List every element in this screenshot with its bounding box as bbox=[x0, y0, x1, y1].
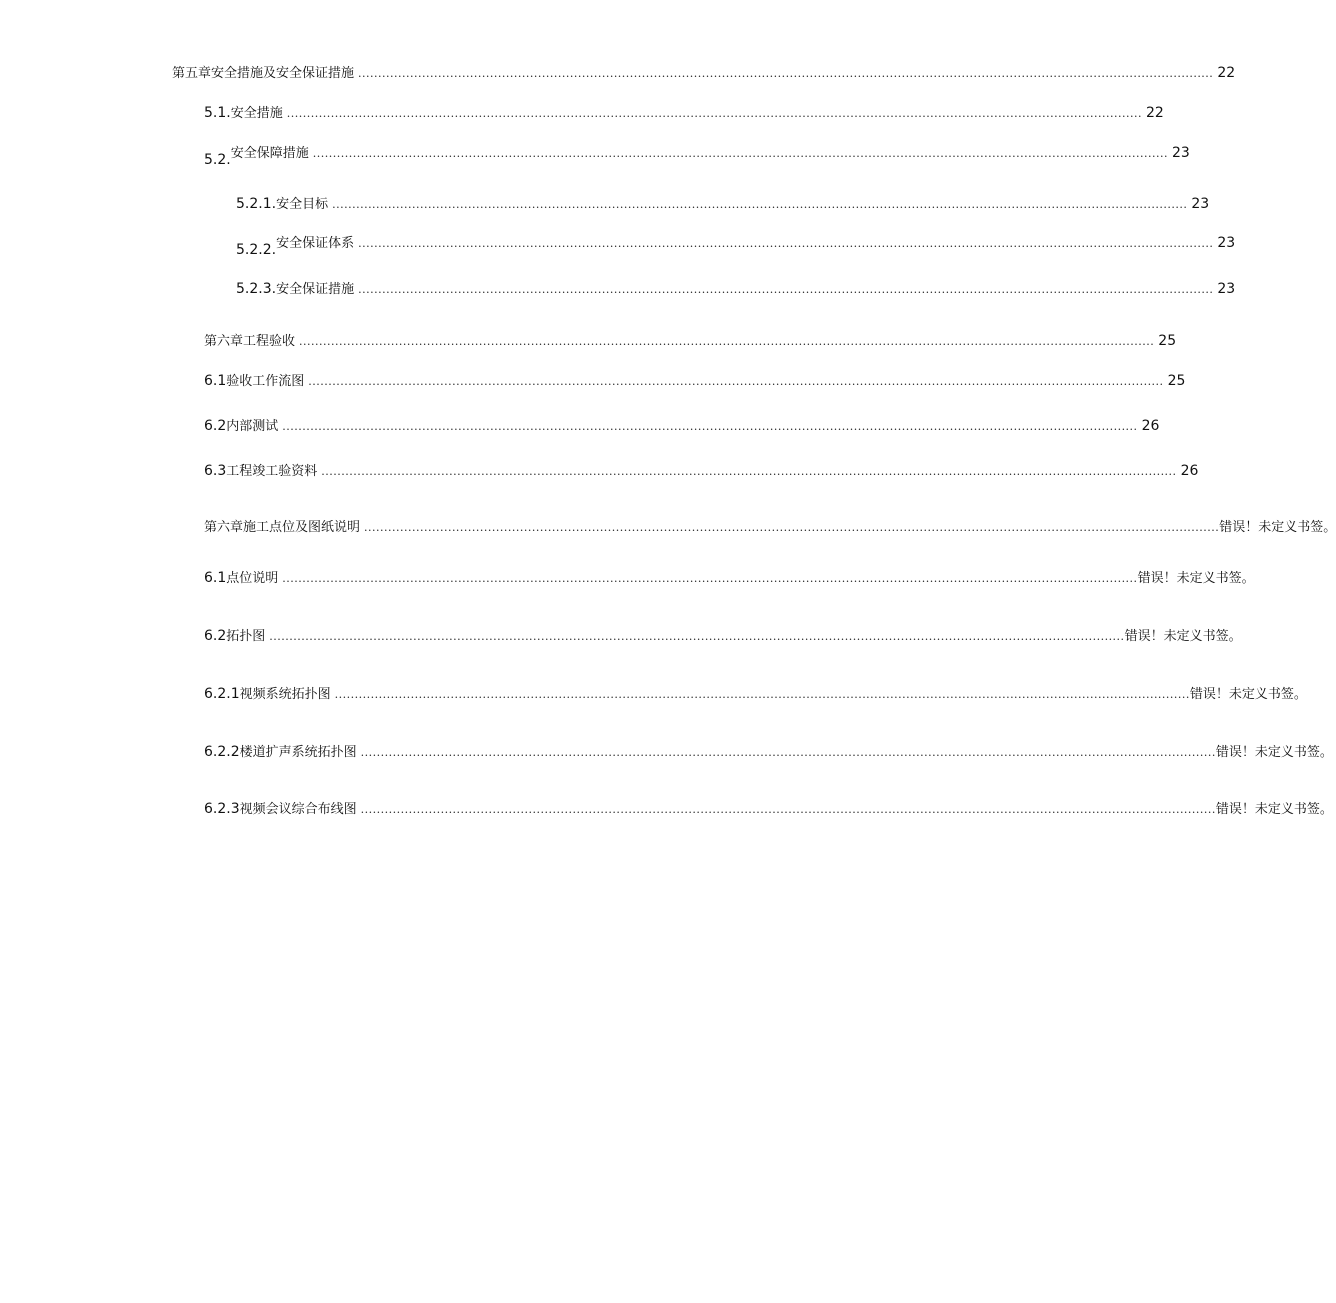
toc-leader-dots: ...................................................................................................................................................................................................................... bbox=[269, 630, 1125, 643]
toc-entry-number: 5.1. bbox=[204, 105, 231, 121]
toc-entry-title: 内部测试 bbox=[226, 419, 279, 434]
toc-leader-dots: ...................................................................................................................................................................................................................... bbox=[360, 803, 1216, 816]
toc-entry-bookmark-error: 错误！未定义书签。 bbox=[1219, 520, 1336, 535]
toc-entry-chapter-6-points[interactable] bbox=[204, 518, 1336, 538]
toc-entry-title: 视频会议综合布线图 bbox=[239, 802, 357, 817]
toc-entry-title: 第六章工程验收 bbox=[204, 334, 296, 349]
toc-entry-page: 23 bbox=[1217, 281, 1236, 297]
toc-entry-number: 6.2 bbox=[204, 628, 227, 644]
toc-leader-dots: ...................................................................................................................................................................................................................... bbox=[308, 375, 1164, 388]
toc-entry-title: 工程竣工验资料 bbox=[226, 464, 318, 479]
toc-entry-title: 视频系统拓扑图 bbox=[239, 687, 331, 702]
toc-entry-number: 6.1 bbox=[204, 373, 227, 389]
toc-entry-number: 6.2.1 bbox=[204, 686, 240, 702]
toc-entry-page: 25 bbox=[1158, 333, 1177, 349]
toc-leader-dots: ...................................................................................................................................................................................................................... bbox=[334, 688, 1190, 701]
toc-entry-title: 点位说明 bbox=[226, 571, 279, 586]
toc-entry-number: 6.2 bbox=[204, 418, 227, 434]
toc-entry-6-3[interactable] bbox=[204, 461, 1199, 482]
toc-leader-dots: ...................................................................................................................................................................................................................... bbox=[312, 147, 1169, 160]
toc-entry-number: 6.2.3 bbox=[204, 801, 240, 817]
toc-entry-page: 26 bbox=[1141, 418, 1160, 434]
toc-entry-6-2-1[interactable] bbox=[204, 684, 1307, 705]
toc-leader-dots: ...................................................................................................................................................................................................................... bbox=[358, 67, 1214, 80]
toc-entry-number: 5.2.1. bbox=[236, 196, 277, 212]
toc-entry-5-1[interactable] bbox=[204, 103, 1164, 124]
toc-entry-page: 22 bbox=[1146, 105, 1164, 121]
toc-entry-title: 验收工作流图 bbox=[226, 374, 305, 389]
toc-leader-dots: ...................................................................................................................................................................................................................... bbox=[282, 572, 1138, 585]
toc-entry-number: 5.2.2. bbox=[236, 242, 277, 258]
toc-entry-chapter-6-acceptance[interactable] bbox=[204, 331, 1177, 352]
toc-entry-chapter-5[interactable] bbox=[172, 63, 1236, 84]
toc-entry-title: 安全目标 bbox=[276, 197, 329, 212]
toc-entry-number: 5.2. bbox=[204, 152, 231, 168]
toc-entry-5-2-3[interactable] bbox=[236, 279, 1236, 300]
toc-entry-title: 楼道扩声系统拓扑图 bbox=[239, 745, 357, 760]
toc-entry-title: 安全措施及安全保证措施 bbox=[211, 66, 355, 81]
toc-entry-page: 23 bbox=[1172, 145, 1190, 161]
toc-entry-bookmark-error: 错误！未定义书签。 bbox=[1189, 687, 1307, 702]
toc-entry-bookmark-error: 错误！未定义书签。 bbox=[1215, 745, 1333, 760]
toc-entry-title: 安全保障措施 bbox=[230, 146, 309, 161]
toc-entry-6-1-points[interactable] bbox=[204, 568, 1255, 589]
toc-entry-6-2-2[interactable] bbox=[204, 742, 1333, 763]
toc-entry-bookmark-error: 错误！未定义书签。 bbox=[1124, 629, 1242, 644]
toc-entry-title: 第六章施工点位及图纸说明 bbox=[204, 520, 361, 535]
toc-entry-6-2[interactable] bbox=[204, 416, 1160, 437]
toc-leader-dots: ...................................................................................................................................................................................................................... bbox=[358, 237, 1214, 250]
toc-entry-number: 5.2.3. bbox=[236, 281, 277, 297]
toc-entry-5-2[interactable] bbox=[204, 143, 1190, 168]
toc-entry-page: 26 bbox=[1180, 463, 1199, 479]
toc-entry-6-2-topology[interactable] bbox=[204, 626, 1242, 647]
toc-entry-bookmark-error: 错误！未定义书签。 bbox=[1215, 802, 1333, 817]
toc-entry-5-2-2[interactable] bbox=[236, 233, 1236, 258]
toc-leader-dots: ...................................................................................................................................................................................................................... bbox=[364, 521, 1220, 534]
toc-entry-number: 6.3 bbox=[204, 463, 227, 479]
toc-leader-dots: ...................................................................................................................................................................................................................... bbox=[358, 283, 1214, 296]
toc-leader-dots: ...................................................................................................................................................................................................................... bbox=[332, 198, 1188, 211]
toc-entry-page: 23 bbox=[1217, 235, 1236, 251]
toc-leader-dots: ...................................................................................................................................................................................................................... bbox=[360, 746, 1216, 759]
toc-entry-title: 拓扑图 bbox=[226, 629, 266, 644]
toc-entry-5-2-1[interactable] bbox=[236, 194, 1210, 215]
toc-entry-6-2-3[interactable] bbox=[204, 799, 1333, 820]
toc-entry-page: 25 bbox=[1167, 373, 1186, 389]
toc-entry-page: 22 bbox=[1217, 65, 1236, 81]
toc-entry-6-1[interactable] bbox=[204, 371, 1186, 392]
toc-entry-bookmark-error: 错误！未定义书签。 bbox=[1137, 571, 1255, 586]
toc-entry-number: 6.2.2 bbox=[204, 744, 240, 760]
toc-leader-dots: ...................................................................................................................................................................................................................... bbox=[299, 335, 1155, 348]
toc-leader-dots: ...................................................................................................................................................................................................................... bbox=[321, 465, 1177, 478]
toc-entry-title: 安全保证措施 bbox=[276, 282, 355, 297]
toc-leader-dots: ...................................................................................................................................................................................................................... bbox=[286, 107, 1143, 120]
toc-leader-dots: ...................................................................................................................................................................................................................... bbox=[282, 420, 1138, 433]
toc-entry-number: 第五章 bbox=[172, 66, 212, 81]
toc-entry-number: 6.1 bbox=[204, 570, 227, 586]
toc-entry-title: 安全保证体系 bbox=[276, 236, 355, 251]
toc-entry-page: 23 bbox=[1191, 196, 1210, 212]
toc-entry-title: 安全措施 bbox=[230, 106, 283, 121]
